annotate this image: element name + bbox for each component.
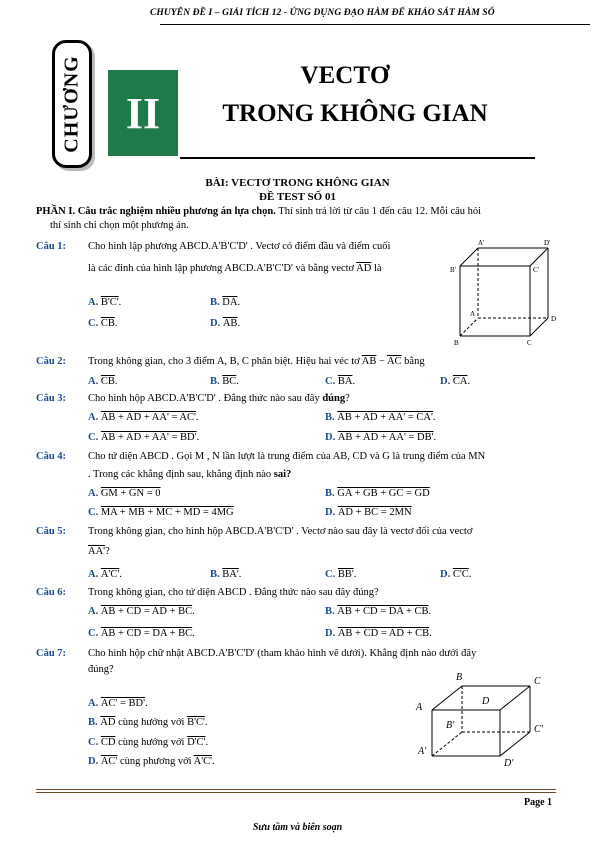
q1-option-b[interactable]: B. $\overline{DA}$. — [210, 297, 241, 308]
q2-option-b[interactable]: B. $\overline{BC}$. — [210, 376, 239, 387]
cube-label-d: D — [551, 315, 557, 323]
box-label-b1: B' — [446, 720, 455, 731]
q4-option-b[interactable]: B. GA + GB + GC = GD — [325, 488, 430, 499]
cube-label-b1: B' — [450, 266, 456, 274]
box-label-c1: C' — [534, 724, 543, 735]
q6-option-a[interactable]: A. AB + CD = AD + BC. — [88, 606, 195, 617]
running-header: CHUYÊN ĐỀ I – GIẢI TÍCH 12 - ỨNG DỤNG ĐẠO HÀM ĐỂ KHẢO SÁT HÀM SỐ — [150, 8, 495, 18]
chapter-title-line1: VECTƠ — [300, 62, 390, 89]
q4-option-c[interactable]: C. MA + MB + MC + MD = 4MG — [88, 507, 234, 518]
q5-option-d[interactable]: D. C'C. — [440, 569, 472, 580]
box-label-b: B — [456, 672, 463, 683]
q5-label: Câu 5: — [36, 526, 67, 537]
q6-option-c[interactable]: C. AB + CD = DA + BC. — [88, 628, 195, 639]
q3-option-d[interactable]: D. AB + AD + AA' = DB'. — [325, 432, 437, 443]
footer-note: Sưu tầm và biên soạn — [252, 822, 343, 833]
cube-label-a1: A' — [478, 239, 485, 247]
q2-option-d[interactable]: D. $\overline{CA}$. — [440, 376, 471, 387]
lesson-title: BÀI: VECTƠ TRONG KHÔNG GIAN — [205, 177, 390, 189]
q2-stem: Trong không gian, cho 3 điểm A, B, C phân biệt. Hiệu hai véc tơ $\overline{AB} - \overline{AC}$ bằng — [88, 356, 425, 367]
cube-figure — [440, 238, 560, 346]
chapter-label-box — [52, 40, 92, 168]
q5-option-a[interactable]: A. A'C'. — [88, 569, 122, 580]
q3-label: Câu 3: — [36, 393, 67, 404]
q5-stem-1: Trong không gian, cho hình hộp ABCD.A'B'C'D' . Vectơ nào sau đây là vectơ đối của vectơ — [88, 526, 473, 537]
q7-stem-1: Cho hình hộp chữ nhật ABCD.A'B'C'D' (tham khảo hình vẽ dưới). Khẳng định nào dưới đây — [88, 648, 477, 659]
chapter-number: II — [108, 70, 178, 156]
q2-label: Câu 2: — [36, 356, 67, 367]
box-label-d: D — [482, 696, 490, 707]
q3-option-c[interactable]: C. AB + AD + AA' = BD'. — [88, 432, 200, 443]
q4-stem-2: . Trong các khẳng định sau, khẳng định nào sai? — [88, 469, 292, 480]
q3-stem: Cho hình hộp ABCD.A'B'C'D' . Đẳng thức nào sau đây đúng? — [88, 393, 350, 404]
box-figure — [410, 668, 560, 780]
chapter-label: CHƯƠNG — [60, 55, 83, 153]
q3-option-a[interactable]: A. AB + AD + AA' = AC'. — [88, 412, 199, 423]
box-label-a1: A' — [418, 746, 427, 757]
page-number: Page 1 — [524, 797, 553, 808]
box-label-a: A — [416, 702, 423, 713]
cube-label-c: C — [527, 339, 532, 346]
q1-stem-2: là các đỉnh của hình lập phương ABCD.A'B'C'D' và bằng vectơ $\overline{AD}$ là — [88, 263, 382, 274]
cube-label-d1: D' — [544, 239, 551, 247]
cube-label-c1: C' — [533, 266, 539, 274]
box-label-d1: D' — [504, 758, 514, 769]
part1-instruction: Thí sinh trả lời từ câu 1 đến câu 12. Mỗi câu hỏi — [278, 206, 482, 217]
q6-option-d[interactable]: D. AB + CD = AD + CB. — [325, 628, 432, 639]
part1-heading: PHẦN I. Câu trắc nghiệm nhiều phương án lựa chọn. — [36, 206, 276, 217]
q7-option-b[interactable]: B. $\overline{AD}$ cùng hướng với B'C'. — [88, 717, 208, 728]
q2-option-c[interactable]: C. $\overline{BA}$. — [325, 376, 356, 387]
box-label-c: C — [534, 676, 541, 687]
header-rule — [160, 24, 590, 25]
q4-option-d[interactable]: D. AD + BC = 2MN — [325, 507, 412, 518]
q4-label: Câu 4: — [36, 451, 67, 462]
q7-option-c[interactable]: C. $\overline{CD}$ cùng hướng với D'C'. — [88, 737, 209, 748]
q7-label: Câu 7: — [36, 648, 67, 659]
cube-label-b: B — [454, 339, 459, 346]
q6-option-b[interactable]: B. AB + CD = DA + CB. — [325, 606, 432, 617]
q1-option-c[interactable]: C. $\overline{CB}$. — [88, 318, 118, 329]
q7-option-a[interactable]: A. AC' = BD'. — [88, 698, 148, 709]
q1-label: Câu 1: — [36, 241, 67, 252]
title-rule — [180, 157, 535, 159]
part1-instruction-2: thí sinh chỉ chọn một phương án. — [50, 220, 189, 231]
q6-label: Câu 6: — [36, 587, 67, 598]
q3-option-b[interactable]: B. AB + AD + AA' = CA'. — [325, 412, 436, 423]
q7-stem-2: đúng? — [88, 664, 114, 675]
q1-stem-1: Cho hình lập phương ABCD.A'B'C'D' . Vectơ có điểm đầu và điểm cuối — [88, 241, 391, 252]
footer-rule — [36, 789, 556, 793]
q7-option-d[interactable]: D. AC' cùng phương với A'C'. — [88, 756, 215, 767]
q4-stem-1: Cho tứ diện ABCD . Gọi M , N lần lượt là trung điểm của AB, CD và G là trung điểm của MN — [88, 451, 486, 462]
q4-option-a[interactable]: A. GM + GN = 0 — [88, 488, 161, 499]
q1-option-d[interactable]: D. $\overline{AB}$. — [210, 318, 241, 329]
q5-option-c[interactable]: C. BB'. — [325, 569, 357, 580]
chapter-title-line2: TRONG KHÔNG GIAN — [222, 100, 488, 127]
q5-stem-2: AA'? — [88, 546, 110, 557]
cube-label-a: A — [470, 310, 476, 318]
q1-option-a[interactable]: A. B'C'. — [88, 297, 122, 308]
q2-option-a[interactable]: A. $\overline{CB}$. — [88, 376, 118, 387]
part1-line1 — [36, 205, 481, 218]
q6-stem: Trong không gian, cho tứ diện ABCD . Đẳng thức nào sau đây đúng? — [88, 587, 379, 598]
q5-option-b[interactable]: B. BA'. — [210, 569, 242, 580]
test-title: ĐỀ TEST SỐ 01 — [259, 191, 336, 203]
